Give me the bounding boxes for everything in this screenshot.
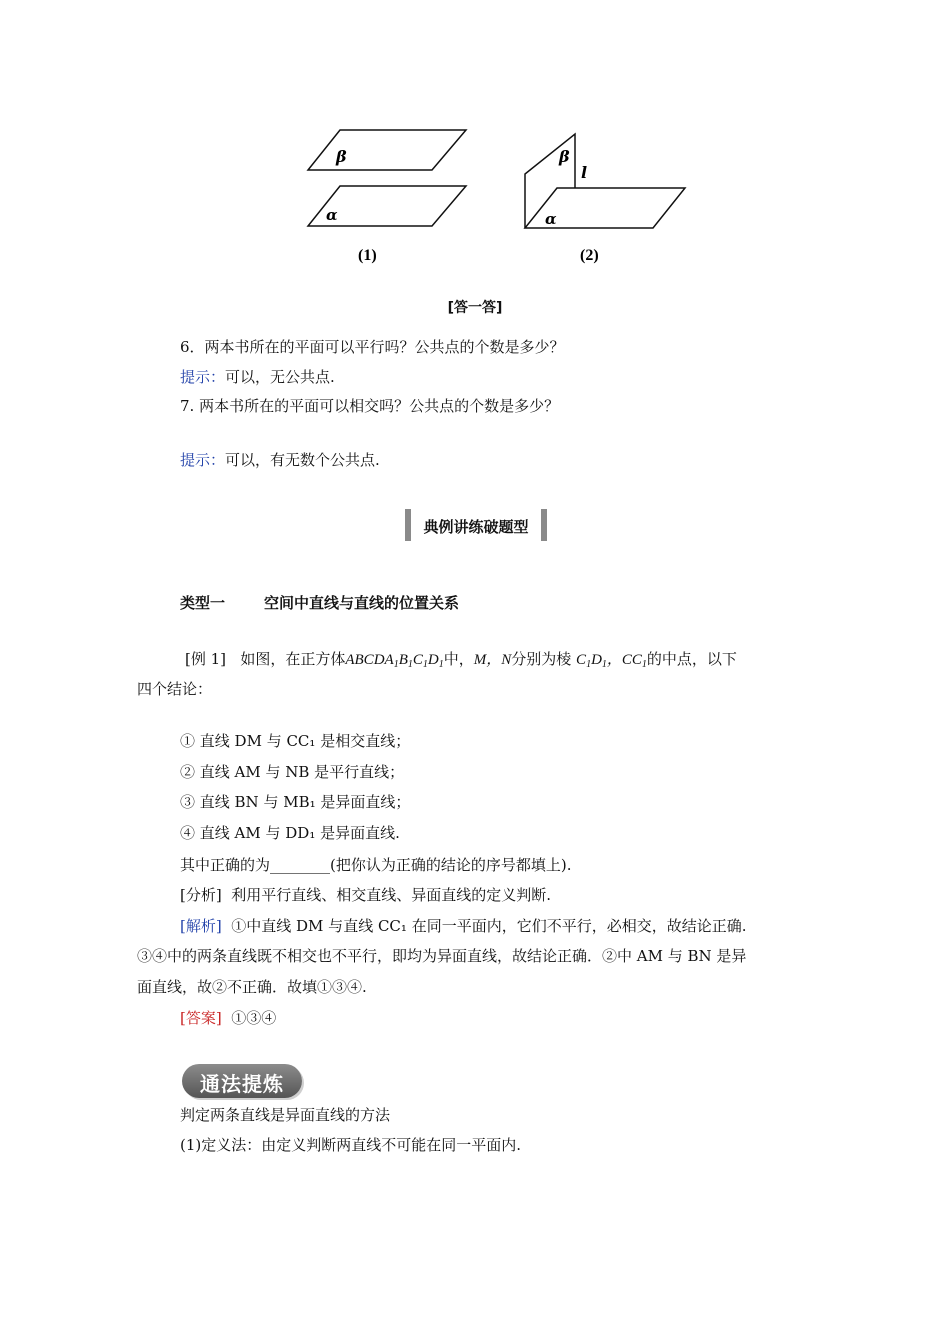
- method-item-1: (1)定义法：由定义判断两直线不可能在同一平面内.: [180, 1136, 522, 1154]
- question-6: 6．两本书所在的平面可以平行吗？公共点的个数是多少？: [180, 338, 565, 356]
- section-bar-right: [541, 509, 547, 541]
- solution-line-1: [180, 916, 746, 936]
- analysis: [180, 885, 551, 905]
- label-l: l: [581, 163, 588, 182]
- example-intro-b: 中，: [443, 650, 474, 668]
- plane-beta: [308, 130, 466, 170]
- caption-2: (2): [580, 247, 599, 264]
- example-tag: [例 1]: [185, 650, 227, 668]
- label-beta-2: β: [559, 147, 570, 166]
- parallel-planes-figure: [300, 122, 480, 272]
- caption-1: (1): [358, 247, 377, 264]
- edges: $C_1D_1$，$CC_1$: [576, 652, 647, 670]
- cube-name: $ABCDA_1B_1C_1D_1$: [345, 652, 444, 670]
- statement-1: ① 直线 DM 与 CC₁ 是相交直线；: [180, 732, 411, 750]
- label-alpha: α: [326, 206, 338, 224]
- statement-4: ④ 直线 AM 与 DD₁ 是异面直线.: [180, 824, 400, 842]
- qa-heading: [答一答]: [447, 300, 503, 316]
- analysis-text: 利用平行直线、相交直线、异面直线的定义判断.: [231, 886, 552, 904]
- example-intro-d: 的中点，以下: [646, 650, 737, 668]
- hint-6: [180, 367, 335, 387]
- example-intro-c: 分别为棱: [511, 650, 572, 668]
- points-mn: M，N: [473, 652, 512, 668]
- analysis-label: [分析]: [180, 886, 222, 904]
- example-line-2: 四个结论：: [137, 680, 213, 698]
- hint-label: 提示：: [180, 451, 226, 469]
- section-header: [405, 509, 547, 541]
- solution-text-1: ①中直线 DM 与直线 CC₁ 在同一平面内，它们不平行，必相交，故结论正确.: [231, 917, 747, 935]
- example-line-1: [185, 649, 737, 670]
- statement-3: ③ 直线 BN 与 MB₁ 是异面直线；: [180, 793, 411, 811]
- intersecting-planes-figure: [515, 122, 695, 272]
- example-intro: 如图，在正方体: [240, 650, 346, 668]
- statement-2: ② 直线 AM 与 NB 是平行直线；: [180, 763, 405, 781]
- answer: [180, 1008, 276, 1028]
- type-label: 类型一: [180, 594, 226, 612]
- hint-7: [180, 450, 380, 470]
- hint-label: 提示：: [180, 368, 226, 386]
- solution-line-2: ③④中的两条直线既不相交也不平行，即均为异面直线，故结论正确．②中 AM 与 BN 是异: [137, 947, 747, 965]
- example-question: 其中正确的为________(把你认为正确的结论的序号都填上).: [180, 856, 572, 874]
- method-badge: [182, 1064, 302, 1098]
- hint-7-text: 可以，有无数个公共点.: [225, 451, 380, 469]
- section-title: 典例讲练破题型: [423, 518, 529, 536]
- method-badge-text: 通法提炼: [200, 1072, 284, 1096]
- label-beta: β: [336, 147, 347, 166]
- type-title: 空间中直线与直线的位置关系: [264, 594, 460, 612]
- answer-text: ①③④: [231, 1009, 277, 1027]
- question-7: 7. 两本书所在的平面可以相交吗？公共点的个数是多少？: [180, 397, 560, 415]
- section-bar-left: [405, 509, 411, 541]
- answer-label: [答案]: [180, 1009, 222, 1027]
- solution-line-3: 面直线，故②不正确．故填①③④.: [137, 978, 367, 996]
- solution-label: [解析]: [180, 917, 222, 935]
- hint-6-text: 可以，无公共点.: [225, 368, 335, 386]
- method-title: 判定两条直线是异面直线的方法: [180, 1106, 391, 1124]
- label-alpha-2: α: [545, 210, 557, 228]
